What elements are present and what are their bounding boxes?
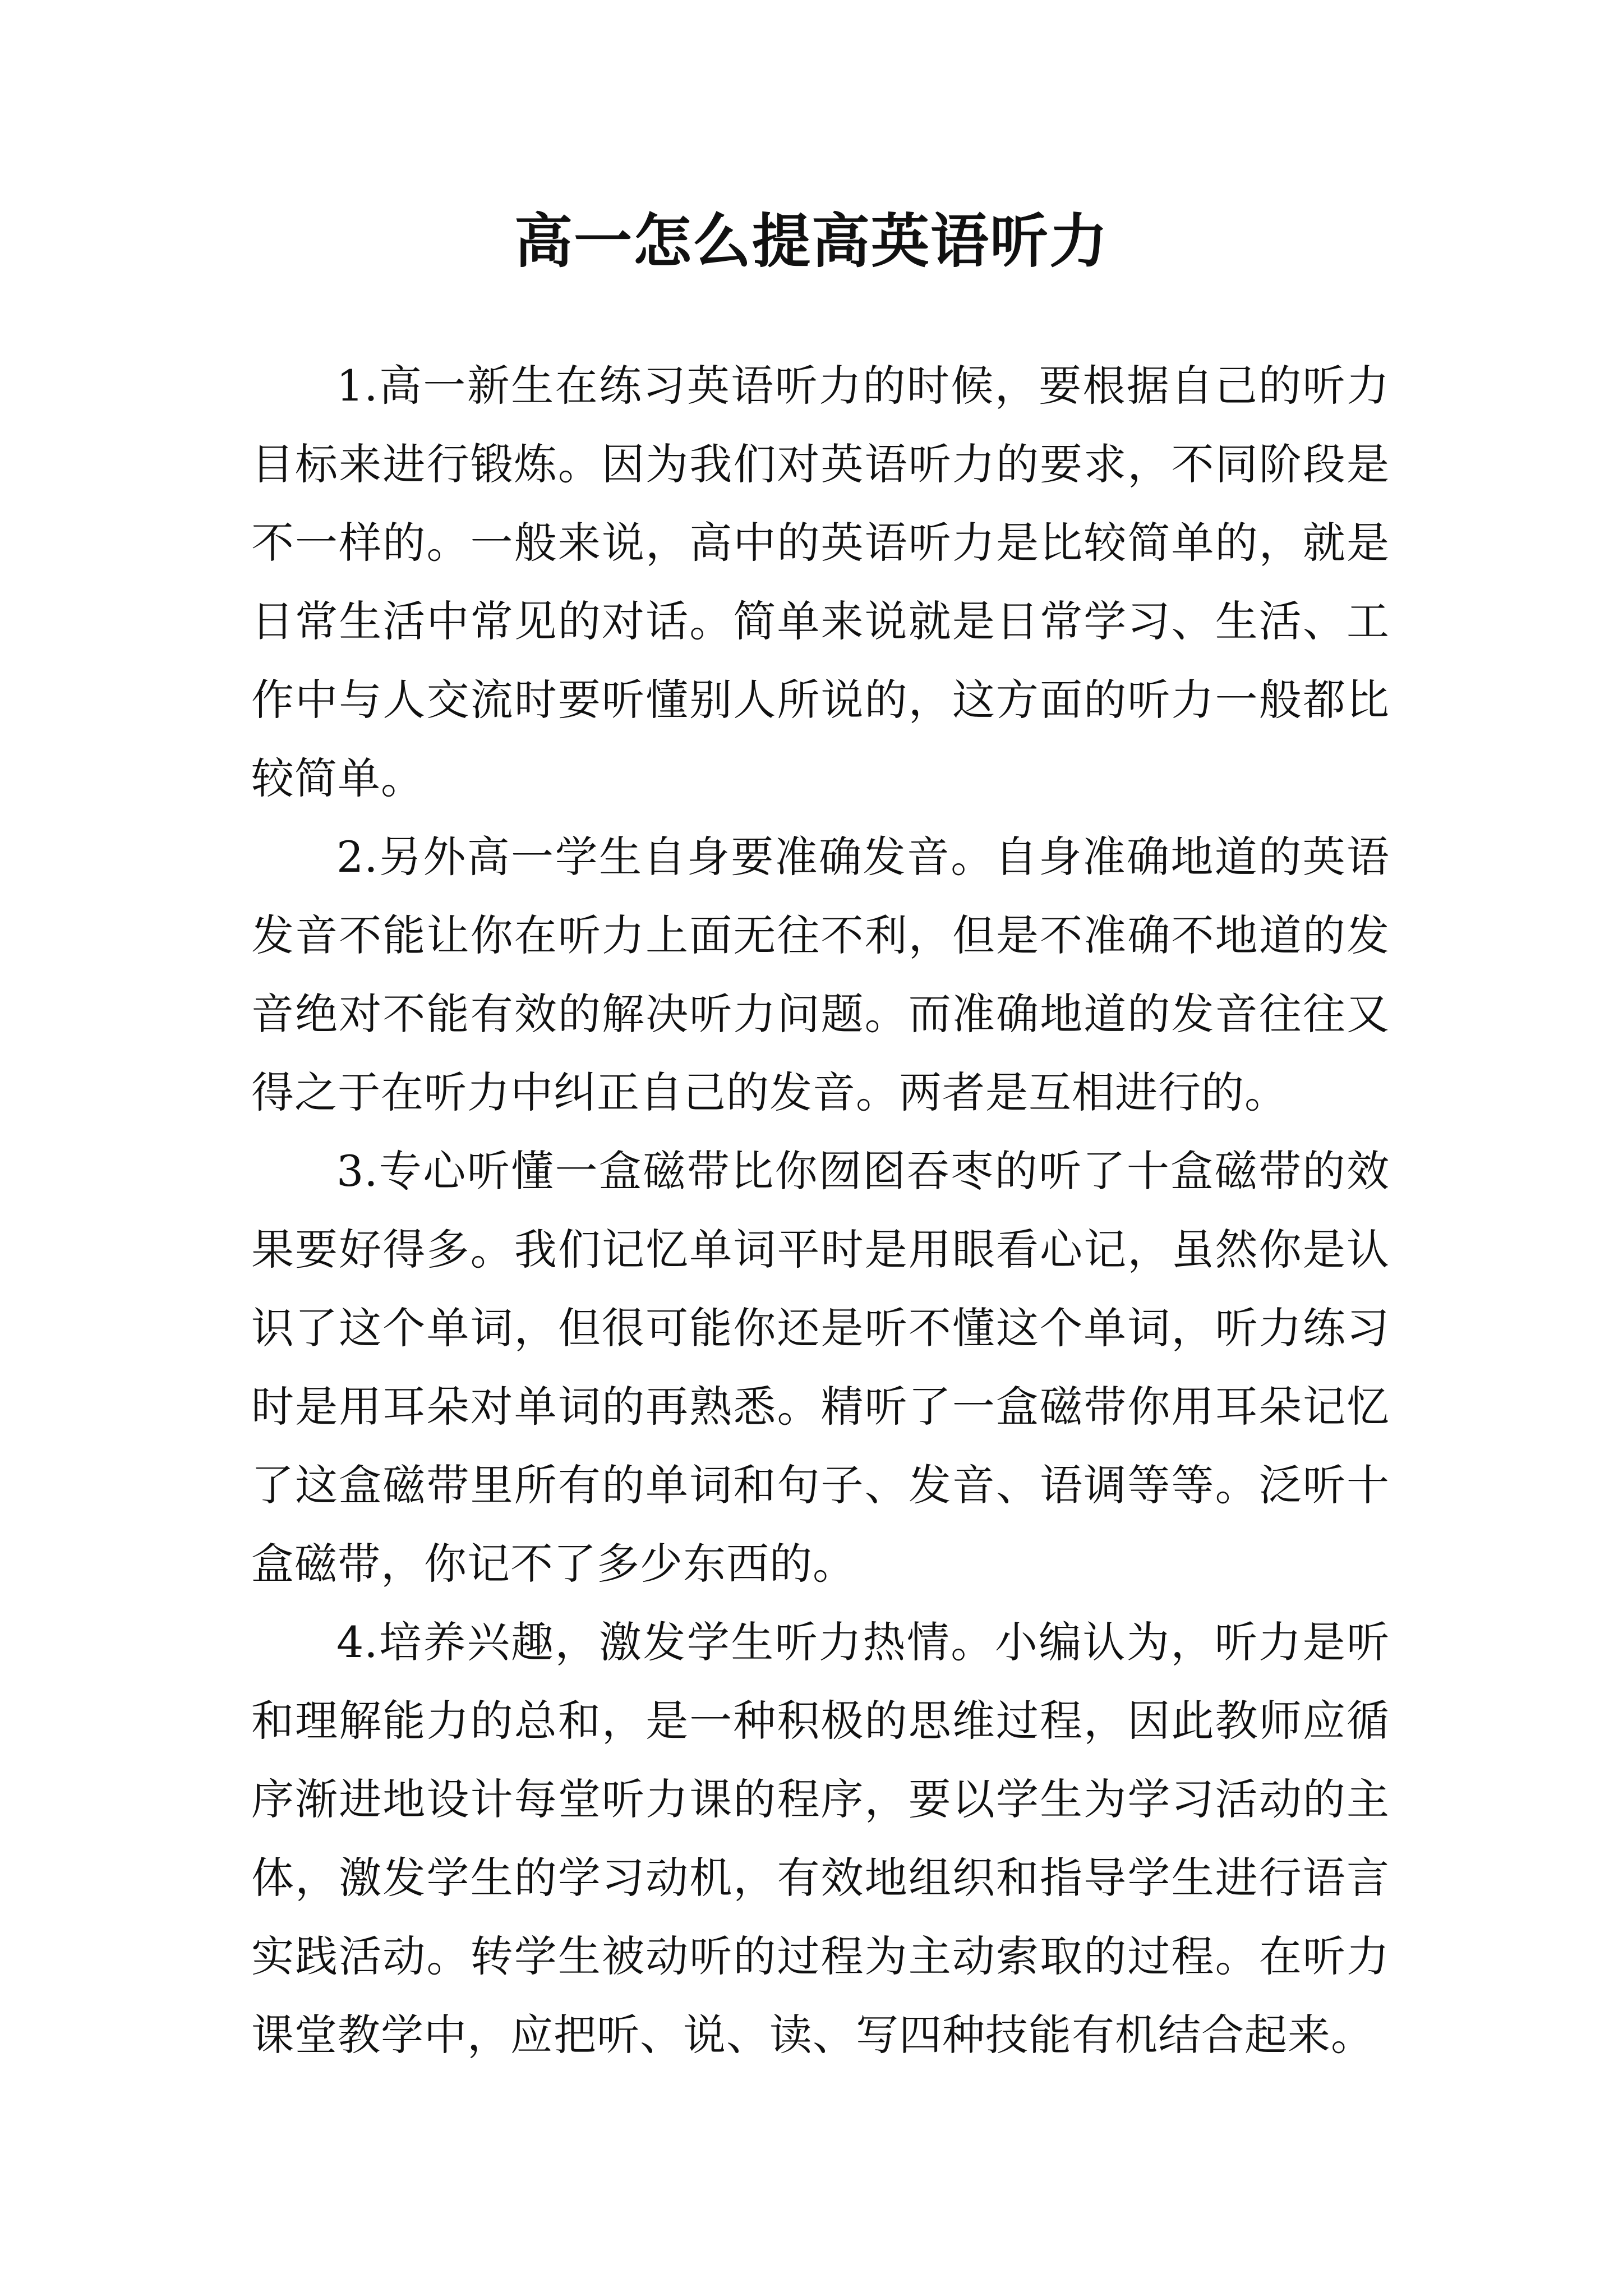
paragraph-3: 3.专心听懂一盒磁带比你囫囵吞枣的听了十盒磁带的效果要好得多。我们记忆单词平时是用眼看心记，虽然你是认识了这个单词，但很可能你还是听不懂这个单词，听力练习时是用耳朵对单词的再熟悉。精听了一盒磁带你用耳朵记忆了这盒磁带里所有的单词和句子、发音、语调等等。泛听十盒磁带，你记不了多少东西的。	[251, 1146, 1390, 1589]
document-body	[251, 347, 1390, 2074]
paragraph-1: 1.高一新生在练习英语听力的时候，要根据自己的听力目标来进行锻炼。因为我们对英语听力的要求，不同阶段是不一样的。一般来说，高中的英语听力是比较简单的，就是日常生活中常见的对话。简单来说就是日常学习、生活、工作中与人交流时要听懂别人所说的，这方面的听力一般都比较简单。	[251, 361, 1390, 803]
paragraph-2: 2.另外高一学生自身要准确发音。自身准确地道的英语发音不能让你在听力上面无往不利，但是不准确不地道的发音绝对不能有效的解决听力问题。而准确地道的发音往往又得之于在听力中纠正自己的发音。两者是互相进行的。	[251, 832, 1390, 1117]
paragraph-4: 4.培养兴趣，激发学生听力热情。小编认为，听力是听和理解能力的总和，是一种积极的思维过程，因此教师应循序渐进地设计每堂听力课的程序，要以学生为学习活动的主体，激发学生的学习动机，有效地组织和指导学生进行语言实践活动。转学生被动听的过程为主动索取的过程。在听力课堂教学中，应把听、说、读、写四种技能有机结合起来。	[251, 1617, 1390, 2060]
document-title: 高一怎么提高英语听力	[514, 207, 1109, 275]
